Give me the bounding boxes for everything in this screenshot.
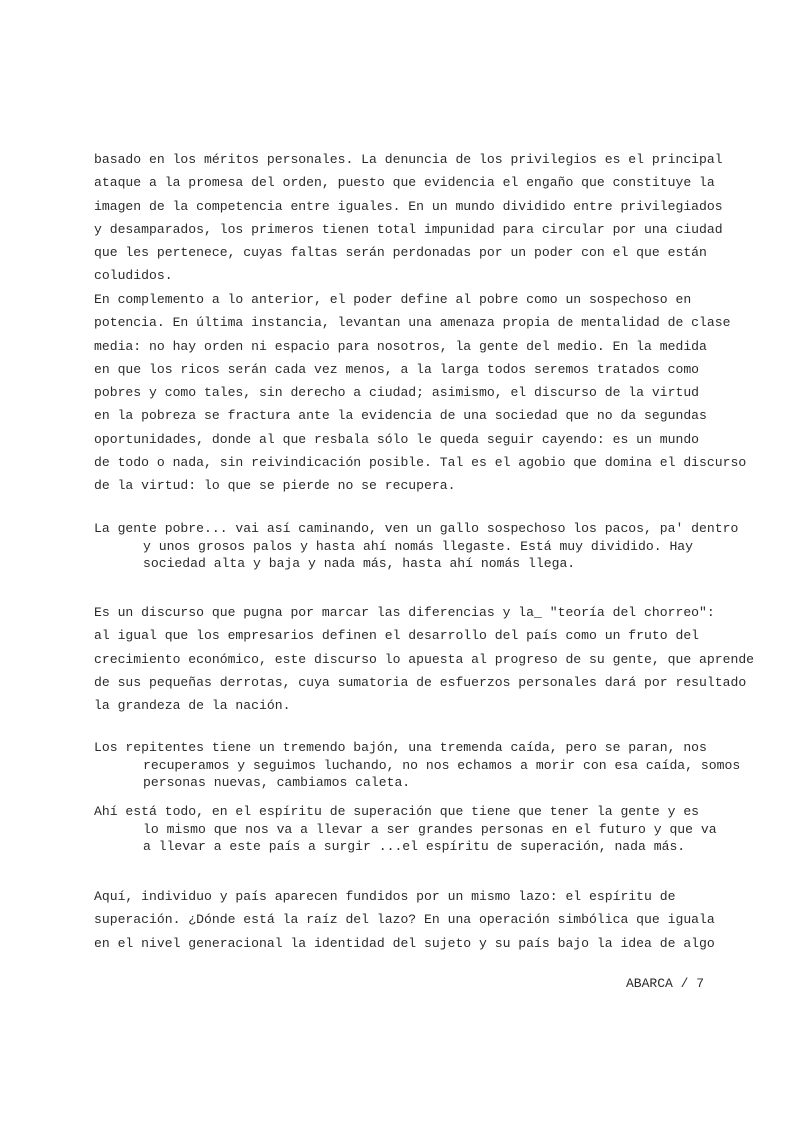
text-line: y desamparados, los primeros tienen total impunidad para circular por una ciudad (94, 221, 723, 237)
body-paragraph (94, 288, 747, 498)
text-line: ataque a la promesa del orden, puesto que evidencia el engaño que constituye la (94, 175, 715, 191)
block-quote (94, 803, 717, 856)
text-line: imagen de la competencia entre iguales. En un mundo dividido entre privilegiados (94, 198, 723, 214)
text-line: de sus pequeñas derrotas, cuya sumatoria de esfuerzos personales dará por resultado (94, 674, 747, 690)
block-quote (94, 520, 739, 573)
quote-line: personas nuevas, cambiamos caleta. (143, 775, 411, 790)
text-line: en la pobreza se fractura ante la evidencia de una sociedad que no da segundas (94, 408, 707, 424)
text-line: de la virtud: lo que se pierde no se recupera. (94, 478, 456, 494)
quote-line: recuperamos y seguimos luchando, no nos echamos a morir con esa caída, somos (143, 757, 741, 773)
text-line: que les pertenece, cuyas faltas serán perdonadas por un poder con el que están (94, 245, 707, 261)
text-line: en que los ricos serán cada vez menos, a la larga todos seremos tratados como (94, 361, 700, 377)
text-line: pobres y como tales, sin derecho a ciudad; asimismo, el discurso de la virtud (94, 385, 700, 401)
text-line: potencia. En última instancia, levantan una amenaza propia de mentalidad de clase (94, 315, 731, 331)
text-line: de todo o nada, sin reivindicación posible. Tal es el agobio que domina el discurso (94, 455, 747, 471)
body-paragraph (94, 885, 714, 955)
quote-line: Los repitentes tiene un tremendo bajón, una tremenda caída, pero se paran, nos (94, 740, 707, 755)
body-paragraph (94, 148, 723, 288)
text-line: en el nivel generacional la identidad del sujeto y su país bajo la idea de algo (94, 935, 715, 951)
quote-line: Ahí está todo, en el espíritu de superación que tiene que tener la gente y es (94, 804, 700, 819)
text-line: superación. ¿Dónde está la raíz del lazo? En una operación simbólica que iguala (94, 912, 715, 928)
text-line: la grandeza de la nación. (94, 698, 291, 714)
page-number: ABARCA / 7 (626, 976, 705, 991)
quote-line: lo mismo que nos va a llevar a ser grandes personas en el futuro y que va (143, 821, 717, 837)
quote-line: a llevar a este país a surgir ...el espíritu de superación, nada más. (143, 839, 686, 854)
quote-line: y unos grosos palos y hasta ahí nomás llegaste. Está muy dividido. Hay (143, 538, 694, 554)
quote-line: sociedad alta y baja y nada más, hasta ahí nomás llega. (143, 556, 576, 571)
text-line: coludidos. (94, 268, 173, 284)
text-line: Es un discurso que pugna por marcar las diferencias y la_ "teoría del chorreo": (94, 605, 715, 620)
quote-line: La gente pobre... vai así caminando, ven un gallo sospechoso los pacos, pa' dentro (94, 521, 739, 536)
text-line: basado en los méritos personales. La denuncia de los privilegios es el principal (94, 152, 723, 167)
body-paragraph (94, 601, 755, 717)
text-line: media: no hay orden ni espacio para nosotros, la gente del medio. En la medida (94, 338, 707, 354)
block-quote (94, 739, 741, 792)
text-line: crecimiento económico, este discurso lo apuesta al progreso de su gente, que aprende (94, 651, 755, 667)
text-line: oportunidades, donde al que resbala sólo le queda seguir cayendo: es un mundo (94, 431, 700, 447)
text-line: al igual que los empresarios definen el desarrollo del país como un fruto del (94, 628, 700, 644)
text-line: En complemento a lo anterior, el poder define al pobre como un sospechoso en (94, 292, 692, 307)
text-line: Aquí, individuo y país aparecen fundidos por un mismo lazo: el espíritu de (94, 889, 676, 904)
